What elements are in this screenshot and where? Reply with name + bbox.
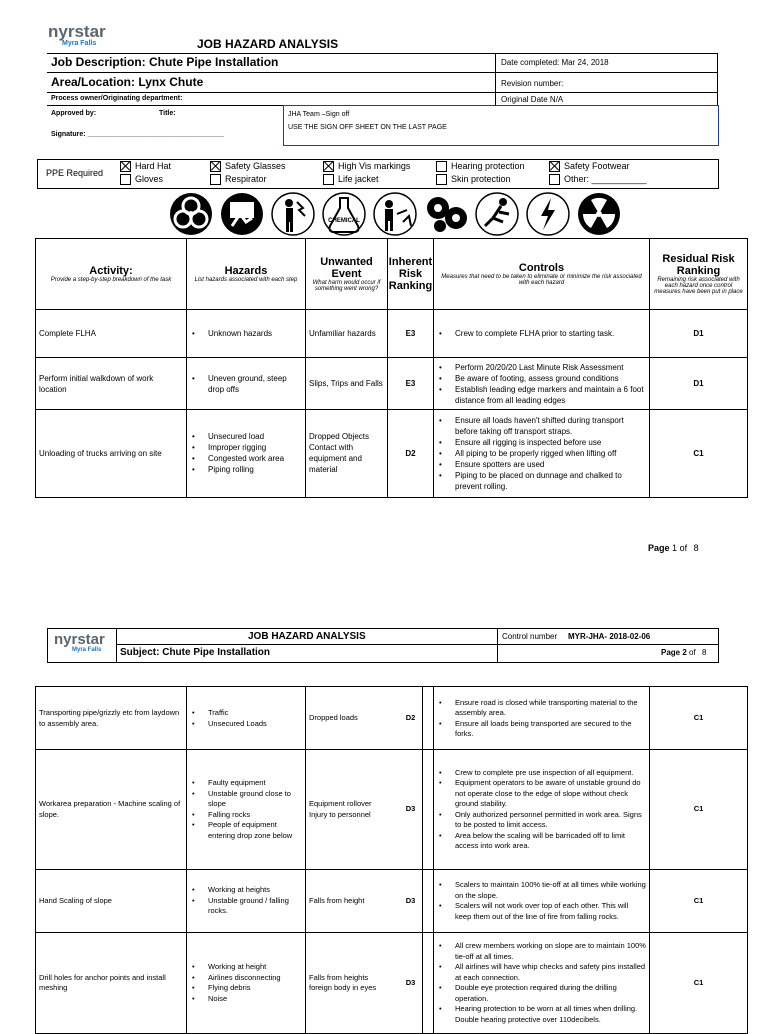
hazards-cell-list: [190, 778, 302, 841]
page-label-2: Page: [661, 648, 681, 657]
list-item: • Scalers to maintain 100% tie-off at all times while working on the slope.: [437, 880, 646, 901]
list-item: • Unstable ground / falling rocks.: [190, 896, 302, 917]
col-activity-title: Activity:: [89, 265, 133, 277]
ppe-item[interactable]: [323, 161, 410, 172]
page-num: 1: [672, 543, 678, 553]
hazards-cell-list: [190, 708, 267, 729]
list-item: • Scalers will not work over top of each other. This will keep them out of the line of fire from falling rocks.: [437, 901, 646, 922]
event-cell: [306, 358, 387, 409]
ppe-label: PPE Required: [46, 168, 104, 178]
list-item: • Faulty equipment: [190, 778, 302, 789]
logo: [48, 24, 110, 48]
controls-cell: [434, 933, 649, 1033]
logo-2: [54, 633, 105, 654]
ppe-item-label: Skin protection: [451, 174, 511, 184]
inherent-cell: [388, 870, 433, 932]
activity-cell-text: Workarea preparation - Machine scaling of slope.: [39, 799, 181, 819]
ppe-item[interactable]: [436, 161, 525, 172]
ppe-item[interactable]: [210, 161, 286, 172]
hazards-cell: [187, 750, 305, 869]
inherent-cell-text: E3: [405, 329, 416, 338]
residual-cell: [650, 933, 747, 1033]
job-description: Job Description: Chute Pipe Installation: [51, 55, 279, 69]
hazards-cell: [187, 933, 305, 1033]
control-number-label: Control number: [502, 632, 558, 641]
original-date: Original Date N/A: [501, 95, 564, 104]
logo-brand-2: nyrstar: [54, 631, 105, 648]
ppe-checkbox[interactable]: [120, 161, 131, 172]
hazards-cell: [187, 358, 305, 409]
ppe-item-label: Other: ___________: [564, 174, 647, 184]
hazards-cell-list: [190, 373, 302, 395]
high-voltage-icon: [527, 193, 569, 235]
list-item: • Piping to be placed on dunnage and chalked to prevent rolling.: [437, 470, 646, 492]
signature-line: Signature: ___________________________________: [51, 131, 224, 138]
process-owner: Process owner/Originating department:: [51, 95, 183, 102]
controls-cell: [434, 870, 649, 932]
col-controls-title: Controls: [518, 262, 565, 274]
page-label: Page: [648, 543, 670, 553]
col-residual-sub: Remaining risk associated with each hazard once control measures have been put in place: [654, 277, 743, 295]
chemical-icon: [323, 193, 365, 235]
residual-cell-text: D1: [693, 329, 704, 338]
ppe-item-label: High Vis markings: [338, 161, 411, 171]
event-cell-text: Unfamiliar hazards: [309, 329, 376, 338]
hazards-cell-list: [190, 328, 272, 339]
list-item: • Perform 20/20/20 Last Minute Risk Assessment: [437, 362, 646, 373]
radiation-icon: [578, 193, 620, 235]
gear-pinch-icon: [427, 197, 467, 232]
list-item: • People of equipment entering drop zone below: [190, 820, 302, 841]
hazards-cell: [187, 870, 305, 932]
ppe-item-label: Respirator: [225, 174, 267, 184]
activity-cell-text: Transporting pipe/grizzly etc from laydown to assembly area.: [39, 708, 180, 728]
residual-cell-text: C1: [693, 977, 704, 987]
list-item: • Crew to complete FLHA prior to starting task.: [437, 328, 614, 339]
revision-number: Revision number:: [501, 79, 564, 88]
ppe-item[interactable]: [436, 174, 511, 185]
controls-cell: [434, 688, 649, 749]
activity-cell-text: Unloading of trucks arriving on site: [39, 448, 162, 458]
logo-brand: nyrstar: [48, 22, 106, 41]
page-number-2: [661, 648, 706, 657]
hazards-cell: [187, 410, 305, 496]
list-item: • Piping rolling: [190, 464, 284, 475]
ppe-checkbox[interactable]: [323, 174, 334, 185]
controls-cell-list: [437, 328, 614, 339]
page-num-2: 2: [682, 648, 687, 657]
list-item: • Hearing protection to be worn at all times when drilling. Double hearing protective over 110decibels.: [437, 1004, 646, 1025]
residual-cell: [650, 410, 747, 496]
list-item: • Flying debris: [190, 983, 281, 994]
list-item: • Noise: [190, 994, 281, 1005]
inherent-cell-text: D3: [405, 977, 416, 987]
ppe-checkbox[interactable]: [549, 161, 560, 172]
list-item: • Working at heights: [190, 885, 302, 896]
header-block: [47, 53, 718, 147]
event-cell: [306, 933, 388, 1033]
ppe-checkbox[interactable]: [549, 174, 560, 185]
ppe-item[interactable]: [120, 174, 163, 185]
activity-cell-text: Complete FLHA: [39, 329, 96, 338]
list-item: • Traffic: [190, 708, 267, 719]
list-item: • Crew to complete pre use inspection of all equipment.: [437, 768, 646, 779]
subject: Subject: Chute Pipe Installation: [120, 647, 271, 658]
inherent-cell-text: D2: [405, 448, 416, 458]
list-item: • Improper rigging: [190, 442, 284, 453]
ppe-item-label: Life jacket: [338, 174, 379, 184]
activity-cell: [36, 870, 186, 932]
ppe-checkbox[interactable]: [210, 174, 221, 185]
jha-table-page1: [35, 238, 748, 498]
controls-cell: [434, 750, 649, 869]
event-cell-text: Falls from height: [309, 895, 365, 905]
sign-off-note: USE THE SIGN OFF SHEET ON THE LAST PAGE: [288, 124, 447, 131]
inherent-cell-text: E3: [405, 379, 416, 388]
page2-header: [47, 628, 719, 663]
ppe-checkbox[interactable]: [436, 161, 447, 172]
list-item: • Equipment operators to be aware of unstable ground do not operate close to the edge of slope without check ground stability.: [437, 778, 646, 810]
controls-cell: [434, 310, 649, 357]
event-cell: [306, 410, 387, 496]
hazards-cell-list: [190, 885, 302, 917]
page-number-1: [648, 543, 699, 553]
controls-cell-list: [437, 415, 646, 492]
event-cell-text: Equipment rollover Injury to personnel: [309, 799, 372, 819]
event-cell-text: Dropped loads: [309, 713, 358, 723]
list-item: • Falling rocks: [190, 810, 302, 821]
biohazard-icon: [170, 193, 212, 235]
col-inherent-header: [388, 239, 433, 309]
ppe-item-label: Hearing protection: [451, 161, 525, 171]
activity-cell-text: Drill holes for anchor points and install meshing: [39, 972, 166, 992]
jha-team: JHA Team –Sign off: [288, 111, 350, 118]
list-item: • All piping to be properly rigged when lifting off: [437, 448, 646, 459]
jha-table-page2: [35, 686, 748, 1034]
residual-cell: [650, 750, 747, 869]
ppe-item[interactable]: [210, 174, 267, 185]
list-item: • Congested work area: [190, 453, 284, 464]
list-item: • Ensure spotters are used: [437, 459, 646, 470]
activity-cell: [36, 750, 186, 869]
list-item: • Ensure road is closed while transporting material to the assembly area.: [437, 698, 646, 719]
list-item: • Ensure all loads haven't shifted during transport before taking off transport straps.: [437, 415, 646, 437]
inherent-cell: [388, 750, 433, 869]
inherent-cell: [388, 933, 433, 1033]
residual-cell-text: C1: [693, 713, 704, 723]
col-controls-header: [434, 239, 649, 309]
activity-cell: [36, 410, 186, 496]
list-item: • Uneven ground, steep drop offs: [190, 373, 302, 395]
inherent-cell: [388, 358, 433, 409]
col-inherent-title: Inherent Risk Ranking: [388, 256, 433, 292]
residual-cell-text: C1: [693, 448, 704, 458]
hazard-icon-strip: [165, 190, 625, 238]
controls-cell-list: [437, 941, 646, 1025]
doc-title: JOB HAZARD ANALYSIS: [197, 37, 339, 51]
col-controls-sub: Measures that need to be taken to eliminate or minimize the risk associated with each hazard: [441, 274, 642, 286]
inherent-cell: [388, 310, 433, 357]
ppe-checkbox[interactable]: [323, 161, 334, 172]
area-location: Area/Location: Lynx Chute: [51, 75, 204, 89]
inherent-cell-text: D2: [405, 713, 416, 723]
date-completed: Date completed: Mar 24, 2018: [501, 58, 609, 67]
hazards-cell-list: [190, 431, 284, 475]
ppe-item-label: Safety Glasses: [225, 161, 286, 171]
list-item: • Be aware of footing, assess ground conditions: [437, 373, 646, 384]
activity-cell-text: Hand Scaling of slope: [39, 895, 112, 905]
list-item: • All airlines will have whip checks and safety pins installed at each connection.: [437, 962, 646, 983]
list-item: • Ensure all loads being transported are secured to the forks.: [437, 719, 646, 740]
list-item: • Only authorized personnel permitted in work area. Signs to be posted to limit access.: [437, 810, 646, 831]
ppe-checkbox[interactable]: [120, 174, 131, 185]
col-hazards-sub: List hazards associated with each step: [194, 277, 298, 283]
event-cell: [306, 688, 388, 749]
control-number: MYR-JHA- 2018-02-06: [568, 632, 651, 641]
event-cell-text: Dropped Objects Contact with equipment and material: [309, 432, 370, 474]
event-cell: [306, 870, 388, 932]
ppe-item[interactable]: [549, 174, 647, 185]
col-activity-sub: Provide a step-by-step breakdown of the task: [50, 277, 172, 283]
doc-title-2: JOB HAZARD ANALYSIS: [248, 631, 366, 642]
approved-by: Approved by:: [51, 110, 97, 117]
col-unwanted-header: [306, 239, 387, 309]
hazards-cell: [187, 688, 305, 749]
col-residual-header: [650, 239, 747, 309]
list-item: • Establish leading edge markers and maintain a 6 foot distance from all leading edges: [437, 384, 646, 406]
col-unwanted-title: Unwanted Event: [320, 256, 373, 280]
residual-cell-text: C1: [693, 804, 704, 814]
controls-cell: [434, 358, 649, 409]
slip-fall-icon: [476, 193, 518, 235]
ppe-box: [37, 159, 719, 189]
residual-cell: [650, 310, 747, 357]
col-activity-header: [36, 239, 186, 309]
inherent-cell-text: D3: [405, 804, 416, 814]
hand-hazard-icon: [221, 193, 263, 235]
controls-cell-list: [437, 698, 646, 740]
list-item: • Unstable ground close to slope: [190, 789, 302, 810]
event-cell-text: Falls from heights foreign body in eyes: [309, 972, 377, 992]
of-label-2: of: [689, 648, 696, 657]
list-item: • Working at height: [190, 962, 281, 973]
list-item: • Double eye protection required during the drilling operation.: [437, 983, 646, 1004]
activity-cell: [36, 358, 186, 409]
controls-cell-list: [437, 880, 646, 922]
residual-cell: [650, 358, 747, 409]
residual-cell-text: C1: [693, 895, 704, 905]
page-total-2: 8: [701, 648, 707, 657]
fire-extinguisher-icon: [374, 193, 416, 235]
ppe-item-label: Safety Footwear: [564, 161, 630, 171]
title-label: Title:: [159, 110, 176, 117]
list-item: • Airlines disconnecting: [190, 973, 281, 984]
activity-cell-text: Perform initial walkdown of work location: [39, 373, 154, 394]
hazards-cell: [187, 310, 305, 357]
ppe-checkbox[interactable]: [436, 174, 447, 185]
list-item: • Area below the scaling will be barricaded off to limit access into work area.: [437, 831, 646, 852]
ppe-item[interactable]: [120, 161, 171, 172]
col-hazards-title: Hazards: [224, 265, 268, 277]
list-item: • Unsecured Loads: [190, 719, 267, 730]
of-label: of: [679, 543, 688, 553]
ppe-checkbox[interactable]: [210, 161, 221, 172]
inherent-cell-text: D3: [405, 895, 416, 905]
svg-text:CHEMICAL: CHEMICAL: [328, 218, 360, 224]
col-hazards-header: [187, 239, 305, 309]
controls-cell: [434, 410, 649, 496]
event-cell: [306, 310, 387, 357]
col-residual-title: Residual Risk Ranking: [662, 253, 735, 277]
ppe-item[interactable]: [323, 174, 379, 185]
activity-cell: [36, 310, 186, 357]
logo-sub: Myra Falls: [62, 40, 97, 47]
controls-cell-list: [437, 362, 646, 406]
list-item: • Unknown hazards: [190, 328, 272, 339]
residual-cell-text: D1: [693, 379, 704, 388]
logo-sub-2: Myra Falls: [72, 647, 102, 653]
page-total: 8: [693, 543, 699, 553]
ppe-item-label: Gloves: [135, 174, 164, 184]
hazards-cell-list: [190, 962, 281, 1004]
list-item: • All crew members working on slope are to maintain 100% tie-off at all times.: [437, 941, 646, 962]
event-cell-text: Slips, Trips and Falls: [309, 379, 383, 388]
controls-cell-list: [437, 768, 646, 852]
residual-cell: [650, 688, 747, 749]
event-cell: [306, 750, 388, 869]
activity-cell: [36, 688, 186, 749]
list-item: • Unsecured load: [190, 431, 284, 442]
col-unwanted-sub: What harm would occur if something went wrong?: [312, 280, 381, 292]
inherent-cell: [388, 410, 433, 496]
inherent-cell: [388, 688, 433, 749]
ppe-item[interactable]: [549, 161, 630, 172]
ppe-item-label: Hard Hat: [135, 161, 172, 171]
activity-cell: [36, 933, 186, 1033]
electric-shock-icon: [272, 193, 314, 235]
residual-cell: [650, 870, 747, 932]
list-item: • Ensure all rigging is inspected before use: [437, 437, 646, 448]
